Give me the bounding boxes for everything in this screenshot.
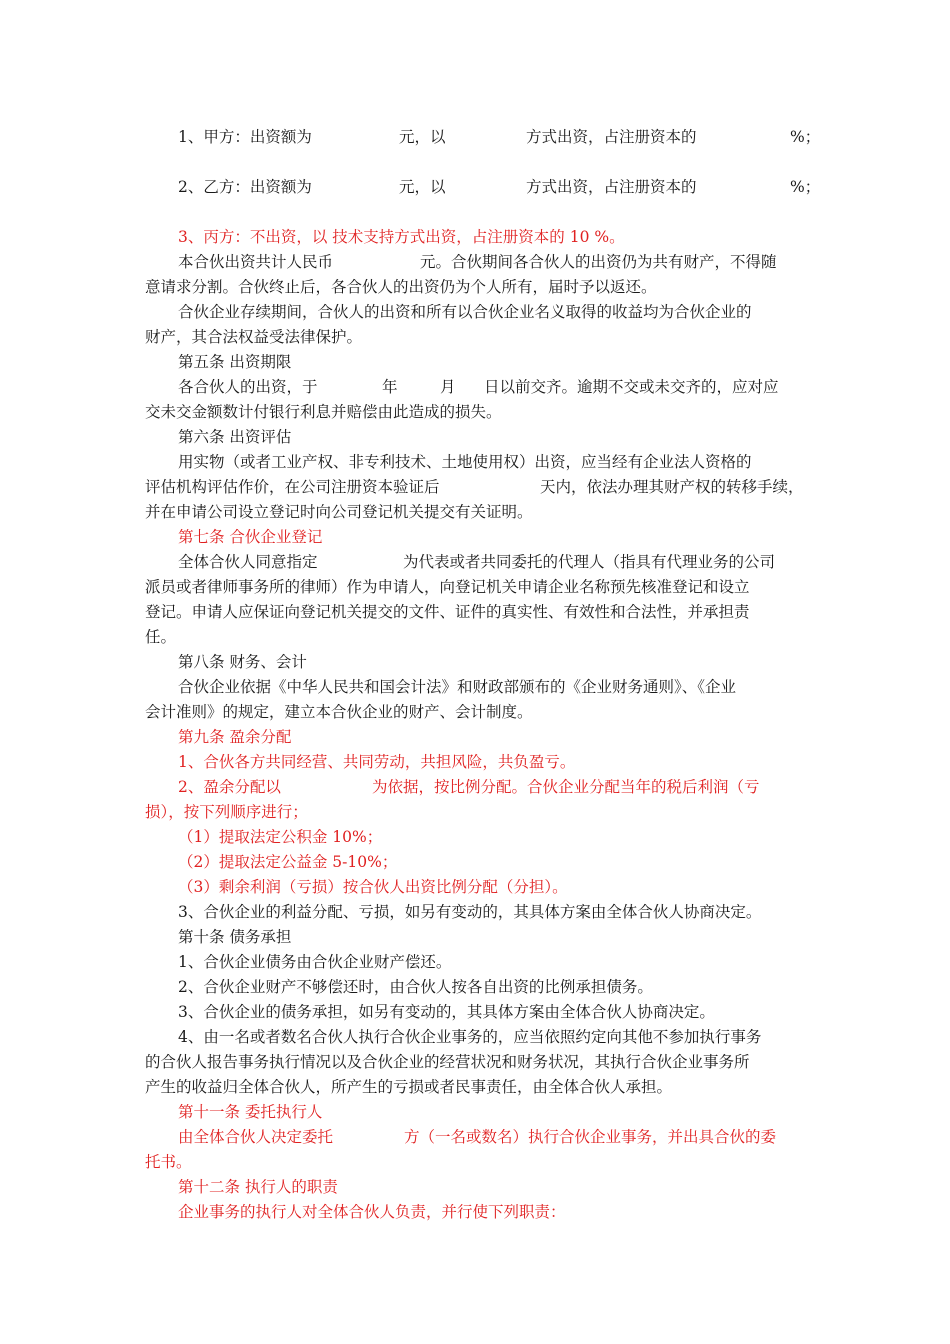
- article-10-title: 第十条 债务承担: [178, 928, 292, 946]
- article-9-p2a: 2、盈余分配以: [178, 778, 281, 796]
- article-5-d: 日以前交齐。逾期不交或未交齐的，应对应: [484, 378, 779, 396]
- article-9-p2b: 为依据，按比例分配。合伙企业分配当年的税后利润（亏: [372, 778, 760, 796]
- article-6-title: 第六条 出资评估: [178, 428, 292, 446]
- article-8-line2: 会计准则》的规定，建立本合伙企业的财产、会计制度。: [145, 703, 533, 721]
- article-9-s2: （2）提取法定公益金 5-10%；: [178, 853, 398, 871]
- article-8-line1: 合伙企业依据《中华人民共和国会计法》和财政部颁布的《企业财务通则》、《企业: [178, 678, 737, 696]
- article-10-p4a: 4、由一名或者数名合伙人执行合伙企业事务的，应当依照约定向其他不参加执行事务: [178, 1028, 762, 1046]
- contribution-a: [178, 127, 312, 147]
- article-7-line1a: 全体合伙人同意指定: [178, 553, 318, 571]
- article-5-c: 月: [440, 378, 456, 396]
- article-7-line4: 任。: [145, 628, 177, 646]
- total-line2: 意请求分割。合伙终止后，各合伙人的出资仍为个人所有，届时予以返还。: [145, 278, 657, 296]
- contribution-b-method: 方式出资，占注册资本的: [526, 178, 697, 196]
- article-9-s1: （1）提取法定公积金 10%；: [178, 828, 383, 846]
- article-9-p2c: 损），按下列顺序进行；: [145, 803, 308, 821]
- article-10-p2: 2、合伙企业财产不够偿还时，由合伙人按各自出资的比例承担债务。: [178, 978, 653, 996]
- article-12-title: 第十二条 执行人的职责: [178, 1178, 338, 1196]
- article-6-line1: 用实物（或者工业产权、非专利技术、土地使用权）出资，应当经有企业法人资格的: [178, 453, 752, 471]
- contribution-a-pct: %；: [790, 128, 821, 146]
- article-10-p4c: 产生的收益归全体合伙人，所产生的亏损或者民事责任，由全体合伙人承担。: [145, 1078, 673, 1096]
- article-5-line2: 交未交金额数计付银行利息并赔偿由此造成的损失。: [145, 403, 502, 421]
- contribution-c: 3、丙方：不出资，以 技术支持方式出资，占注册资本的 10 %。: [178, 228, 625, 246]
- article-12-line1: 企业事务的执行人对全体合伙人负责，并行使下列职责：: [178, 1203, 566, 1221]
- contribution-a-label: 1、甲方：出资额为: [178, 128, 312, 146]
- article-7-line1b: 为代表或者共同委托的代理人（指具有代理业务的公司: [403, 553, 776, 571]
- article-11-line1b: 方（一名或数名）执行合伙企业事务，并出具合伙的委: [404, 1128, 777, 1146]
- total-line3: 合伙企业存续期间，合伙人的出资和所有以合伙企业名义取得的收益均为合伙企业的: [178, 303, 752, 321]
- article-5-b: 年: [382, 378, 398, 396]
- contribution-b-label: 2、乙方：出资额为: [178, 178, 312, 196]
- article-7-line3: 登记。申请人应保证向登记机关提交的文件、证件的真实性、有效性和合法性，并承担责: [145, 603, 750, 621]
- article-11-title: 第十一条 委托执行人: [178, 1103, 323, 1121]
- article-10-p1: 1、合伙企业债务由合伙企业财产偿还。: [178, 953, 452, 971]
- article-8-title: 第八条 财务、会计: [178, 653, 307, 671]
- article-9-title: 第九条 盈余分配: [178, 728, 292, 746]
- article-5-a: 各合伙人的出资，于: [178, 378, 318, 396]
- article-10-p4b: 的合伙人报告事务执行情况以及合伙企业的经营状况和财务状况，其执行合伙企业事务所: [145, 1053, 750, 1071]
- total-line4: 财产，其合法权益受法律保护。: [145, 328, 363, 346]
- article-11-line2: 托书。: [145, 1153, 192, 1171]
- article-6-line3: 并在申请公司设立登记时向公司登记机关提交有关证明。: [145, 503, 533, 521]
- article-9-s3: （3）剩余利润（亏损）按合伙人出资比例分配（分担）。: [178, 878, 568, 896]
- contribution-a-yuan: 元，以: [399, 128, 446, 146]
- total-line1b: 元。合伙期间各合伙人的出资仍为共有财产，不得随: [420, 253, 777, 271]
- article-9-p1: 1、合伙各方共同经营、共同劳动，共担风险，共负盈亏。: [178, 753, 576, 771]
- article-11-line1a: 由全体合伙人决定委托: [178, 1128, 334, 1146]
- contribution-a-method: 方式出资，占注册资本的: [526, 128, 697, 146]
- contribution-b: [178, 177, 312, 197]
- article-6-line2a: 评估机构评估作价，在公司注册资本验证后: [145, 478, 440, 496]
- article-9-p3: 3、合伙企业的利益分配、亏损，如另有变动的，其具体方案由全体合伙人协商决定。: [178, 903, 762, 921]
- article-7-title: 第七条 合伙企业登记: [178, 528, 323, 546]
- article-6-line2b: 天内，依法办理其财产权的转移手续，: [540, 478, 804, 496]
- total-line1a: 本合伙出资共计人民币: [178, 253, 334, 271]
- article-7-line2: 派员或者律师事务所的律师）作为申请人，向登记机关申请企业名称预先核准登记和设立: [145, 578, 750, 596]
- article-5-title: 第五条 出资期限: [178, 353, 292, 371]
- contribution-b-yuan: 元，以: [399, 178, 446, 196]
- contribution-b-pct: %；: [790, 178, 821, 196]
- article-10-p3: 3、合伙企业的债务承担，如另有变动的，其具体方案由全体合伙人协商决定。: [178, 1003, 715, 1021]
